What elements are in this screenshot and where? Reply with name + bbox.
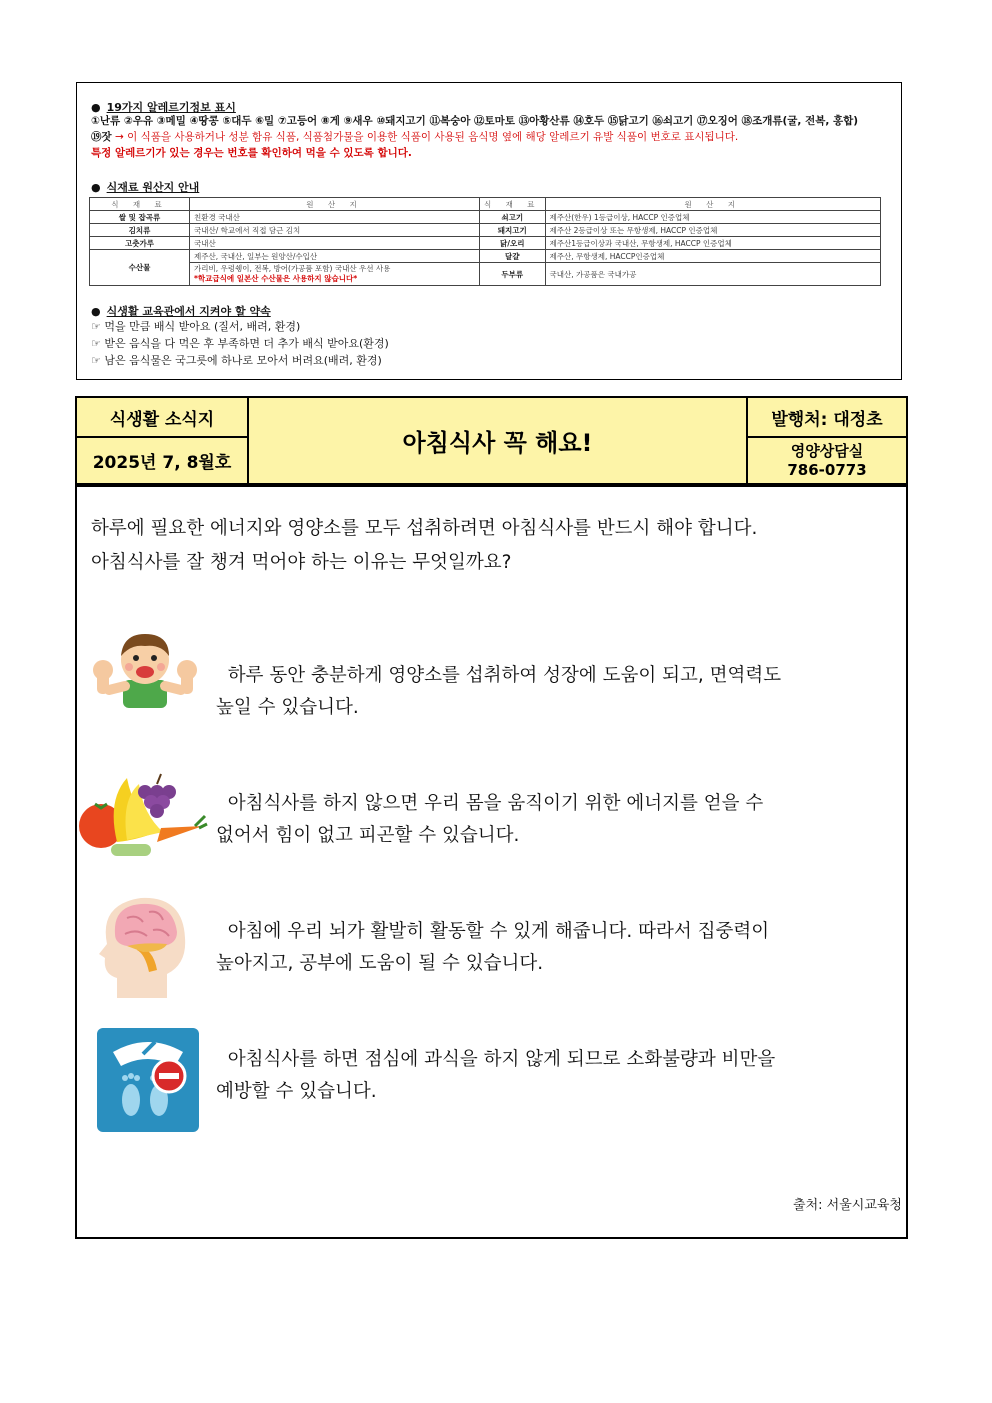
fruits-vegetables-icon (77, 770, 209, 862)
weight-scale-icon (97, 1028, 199, 1132)
bullet-icon: ● (91, 305, 101, 318)
allergy-section-title: ● 19가지 알레르기정보 표시 (91, 101, 236, 114)
table-header-row: 식 재 료 원 산 지 식 재 료 원 산 지 (90, 198, 881, 211)
origin-section-title: ● 식재료 원산지 안내 (91, 181, 200, 194)
reason-paragraph: 아침식사를 하지 않으면 우리 몸을 움직이기 위한 에너지를 얻을 수 없어서 힘이 없고 피곤할 수 있습니다. (216, 793, 764, 846)
table-row: 가리비, 우렁쉥이, 전복, 방어(가공품 포함) 국내산 우선 사용 *학교급식에 일본산 수산물은 사용하지 않습니다* 두부류 국내산, 가공품은 국내가공 (90, 263, 881, 286)
allergy-origin-info-box (76, 82, 902, 380)
headline: 아침식사 꼭 해요! (249, 398, 746, 483)
strong-child-icon (89, 630, 201, 708)
bullet-icon: ● (91, 181, 101, 194)
contact-cell (748, 438, 906, 483)
divider (748, 436, 906, 438)
allergy-list-line: ①난류 ②우유 ③메밀 ④땅콩 ⑤대두 ⑥밀 ⑦고등어 ⑧게 ⑨새우 ⑩돼지고기 ⑪복숭아 ⑫토마토 ⑬아황산류 ⑭호두 ⑮닭고기 ⑯쇠고기 ⑰오징어 ⑱조개류(굴, 전복, 홍합) (91, 115, 859, 127)
intro-text: 하루에 필요한 에너지와 영양소를 모두 섭취하려면 아침식사를 반드시 해야 합니다. 아침식사를 잘 챙겨 먹어야 하는 이유는 무엇일까요? (91, 518, 758, 573)
allergy-list (91, 113, 891, 161)
table-row: 김치류 국내산/ 학교에서 직접 담근 김치 돼지고기 제주산 2등급이상 또는 무항생제, HACCP 인증업체 (90, 224, 881, 237)
promise-item: ☞ 받은 음식을 다 먹은 후 부족하면 더 추가 배식 받아요(환경) (91, 337, 389, 350)
reason-paragraph: 아침식사를 하면 점심에 과식을 하지 않게 되므로 소화불량과 비만을 예방할 수 있습니다. (216, 1049, 776, 1102)
allergy-list-line: ⑲잣 → 이 식품을 사용하거나 성분 함유 식품, 식품첨가물을 이용한 식품이 사용된 음식명 옆에 해당 알레르기 유발 식품이 번호로 표시됩니다. (91, 131, 739, 143)
newsletter (75, 396, 908, 1239)
promise-item: ☞ 남은 음식물은 국그릇에 하나로 모아서 버려요(배려, 환경) (91, 354, 382, 367)
reason-paragraph: 하루 동안 충분하게 영양소를 섭취하여 성장에 도움이 되고, 면역력도 높일 수 있습니다. (216, 665, 782, 718)
bullet-icon: ● (91, 101, 101, 114)
brain-head-icon (97, 894, 189, 1000)
divider (247, 398, 249, 483)
promise-item: ☞ 먹을 만큼 배식 받아요 (질서, 배려, 환경) (91, 320, 301, 333)
phone-label: 786-0773 (787, 460, 867, 479)
divider (746, 398, 748, 483)
table-row: 고춧가루 국내산 닭/오리 제주산1등급이상과 국내산, 무항생제, HACCP 인증업체 (90, 237, 881, 250)
allergy-note: 특정 알레르기가 있는 경우는 번호를 확인하여 먹을 수 있도록 합니다. (91, 147, 412, 159)
issue-label: 2025년 7, 8월호 (77, 438, 247, 483)
table-row: 쌀 및 잡곡류 친환경 국내산 쇠고기 제주산(한우) 1등급이상, HACCP 인증업체 (90, 211, 881, 224)
newsletter-name: 식생활 소식지 (77, 398, 247, 436)
divider (77, 436, 247, 438)
header-divider (77, 483, 906, 487)
reason-paragraph: 아침에 우리 뇌가 활발히 활동할 수 있게 해줍니다. 따라서 집중력이 높아지고, 공부에 도움이 될 수 있습니다. (216, 921, 770, 974)
publisher-label: 발행처: 대정초 (748, 398, 906, 436)
source-credit: 출처: 서울시교육청 (793, 1198, 902, 1213)
promise-section-title: ● 식생활 교육관에서 지켜야 할 약속 (91, 305, 271, 318)
office-label: 영양상담실 (790, 441, 864, 460)
table-row: 수산물 제주산, 국내산, 일부는 원양산/수입산 달걀 제주산, 무항생제, HACCP인증업체 (90, 250, 881, 263)
origin-table (89, 197, 881, 286)
